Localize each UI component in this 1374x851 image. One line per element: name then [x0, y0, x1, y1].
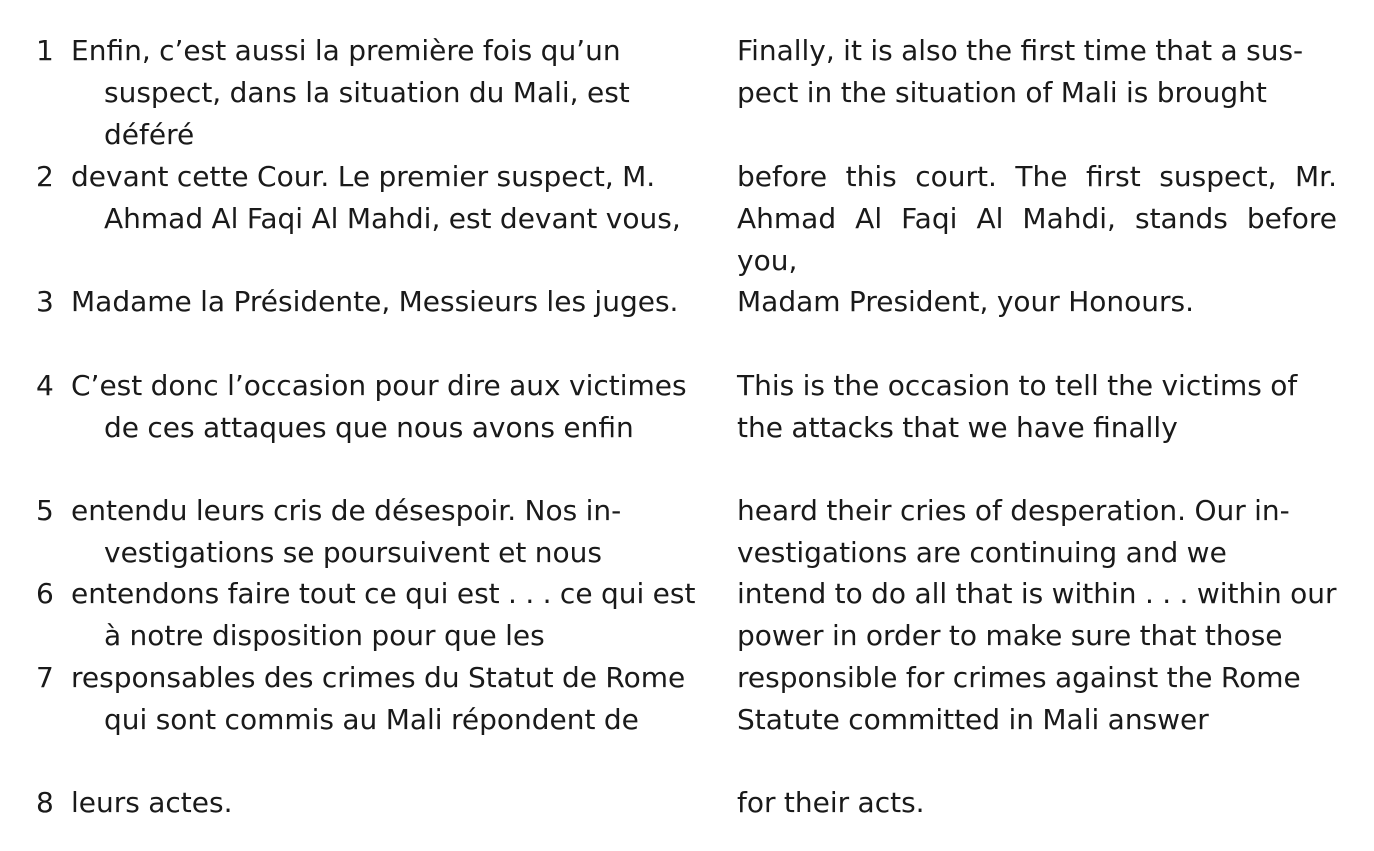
english-text: Madam President, your Honours.: [737, 285, 1194, 318]
french-text: Enfin, c’est aussi la première fois qu’un suspect, dans la situation du Mali, est déféré: [71, 34, 630, 151]
english-text: intend to do all that is within . . . within our power in order to make sure that those: [737, 577, 1337, 652]
french-text: entendons faire tout ce qui est . . . ce qui est à notre disposition pour que les: [71, 577, 696, 652]
english-text: This is the occasion to tell the victims of the attacks that we have finally: [737, 369, 1298, 444]
line-number: 7: [36, 661, 54, 694]
line-number: 4: [36, 369, 54, 402]
line-number: 5: [36, 494, 54, 527]
english-text: Finally, it is also the first time that a sus- pect in the situation of Mali is brought: [737, 34, 1304, 109]
french-text: Madame la Présidente, Messieurs les juges.: [71, 285, 679, 318]
french-text: entendu leurs cris de désespoir. Nos in- vestigations se poursuivent et nous: [71, 494, 622, 569]
line-number: 6: [36, 577, 54, 610]
english-text: for their acts.: [737, 786, 925, 819]
french-text: devant cette Cour. Le premier suspect, M. Ahmad Al Faqi Al Mahdi, est devant vous,: [71, 160, 681, 235]
english-text: heard their cries of desperation. Our in- vestigations are continuing and we: [737, 494, 1290, 569]
english-text: before this court. The first suspect, Mr. Ahmad Al Faqi Al Mahdi, stands before you,: [737, 160, 1337, 277]
line-number: 8: [36, 786, 54, 819]
line-number: 1: [36, 34, 54, 67]
french-text: responsables des crimes du Statut de Rome qui sont commis au Mali répondent de: [71, 661, 686, 736]
line-number: 3: [36, 285, 54, 318]
english-text: responsible for crimes against the Rome Statute committed in Mali answer: [737, 661, 1301, 736]
french-text: C’est donc l’occasion pour dire aux victimes de ces attaques que nous avons enfin: [71, 369, 687, 444]
french-text: leurs actes.: [71, 786, 233, 819]
line-number: 2: [36, 160, 54, 193]
